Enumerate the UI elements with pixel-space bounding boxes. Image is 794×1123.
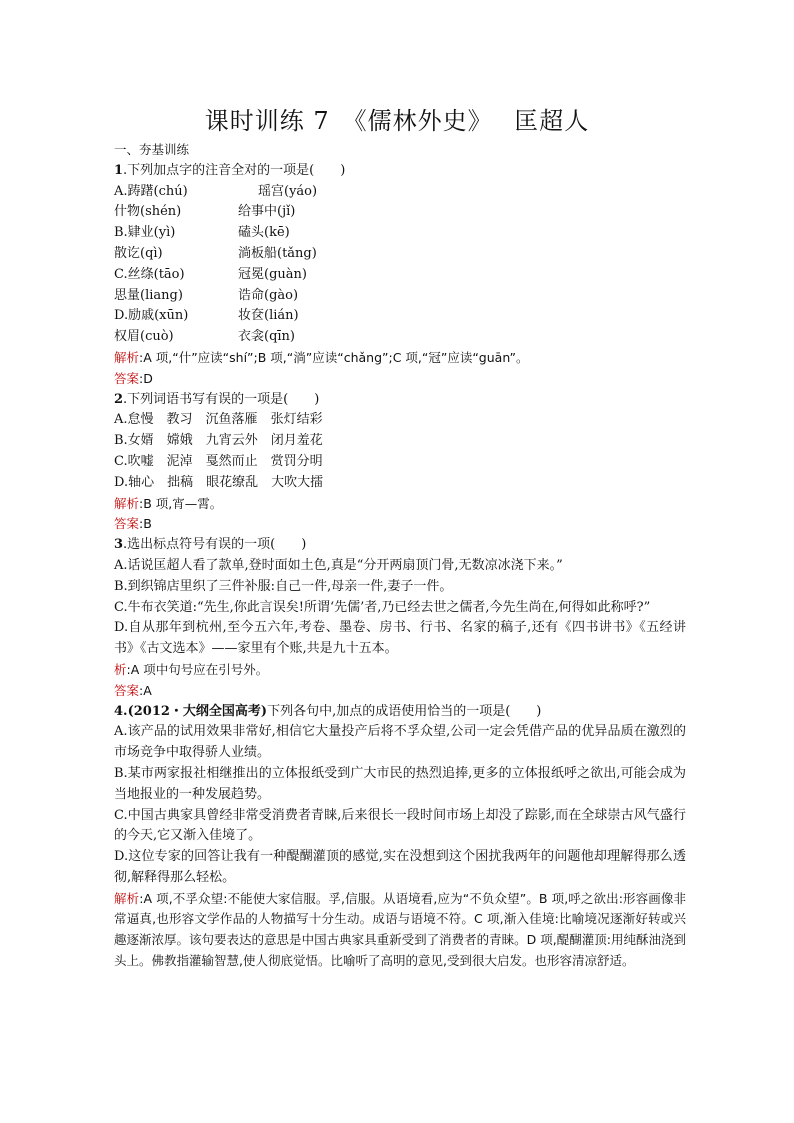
pinyin-row: 散讫(qì) 淌板船(tǎng) <box>114 245 317 261</box>
explanation: 解析:A 项,不孚众望:不能使大家信服。孚,信服。从语境看,应为“不负众望”。B 项,呼之欲出:形容画像非常逼真,也形容文学作品的人物描写十分生动。成语与语境不符。C 项,渐入佳境:比喻境况逐渐好转或兴趣逐渐浓厚。该句要表达的意思是中国古典家具重新受到了消费者的青睐。D 项,醍醐灌顶:用纯酥油浇到头上。佛教指灌输智慧,使人彻底觉悟。比喻听了高明的意见,受到很大启发。也形容清凉舒适。 <box>114 890 686 969</box>
explanation: 解析:B 项,宵—霄。 <box>114 495 223 511</box>
option-d: D.这位专家的回答让我有一种醍醐灌顶的感觉,实在没想到这个困扰我两年的问题他却理解得那么透彻,解释得那么轻松。 <box>114 849 686 885</box>
option-c: C.牛布衣笑道:“先生,你此言误矣!所谓‘先儒’者,乃已经去世之儒者,今先生尚在,何得如此称呼?” <box>114 599 651 615</box>
question-source: (2012・大纲全国高考) <box>127 703 268 719</box>
document-body <box>114 140 686 972</box>
option-row: B.女婿 嫦娥 九宵云外 闭月羞花 <box>114 433 323 449</box>
option-c: C.中国古典家具曾经非常受消费者青睐,后来很长一段时间市场上却没了踪影,而在全球崇古风气盛行的今天,它又渐入佳境了。 <box>114 807 686 844</box>
question-4 <box>114 702 686 972</box>
question-1 <box>114 161 686 390</box>
option-row: C.吹嘘 泥淖 戛然而止 赏罚分明 <box>114 453 323 469</box>
pinyin-row: C.丝绦(tāo) 冠冕(guàn) <box>114 266 307 282</box>
answer: 答案:B <box>114 516 152 532</box>
pinyin-row: 思量(liang) 诰命(gào) <box>114 287 299 303</box>
answer: 答案:D <box>114 370 153 386</box>
option-a: A.话说匡超人看了款单,登时面如土色,真是“分开两扇顶门骨,无数凉冰浇下来。” <box>114 557 563 573</box>
option-row: D.轴心 拙稿 眼花缭乱 大吹大擂 <box>114 474 324 490</box>
pinyin-row: A.踌躇(chú) 瑶宫(yáo) <box>114 183 318 199</box>
page-title: 课时训练 7 《儒林外史》 匡超人 <box>204 107 590 135</box>
option-row: A.怠慢 教习 沉鱼落雁 张灯结彩 <box>114 412 323 428</box>
option-b: B.某市两家报社相继推出的立体报纸受到广大市民的热烈追捧,更多的立体报纸呼之欲出,可能会成为当地报业的一种发展趋势。 <box>114 765 686 802</box>
answer: 答案:A <box>114 682 152 698</box>
question-stem: 下列各句中,加点的成语使用恰当的一项是( ) <box>267 703 542 719</box>
explanation: 析:A 项中句号应在引号外。 <box>114 661 269 677</box>
question-number: 3 <box>114 537 124 553</box>
option-b: B.到织锦店里织了三件补服:自己一件,母亲一件,妻子一件。 <box>114 578 453 594</box>
question-number: 4. <box>114 703 128 719</box>
pinyin-row: 什物(shén) 给事中(jǐ) <box>114 204 296 220</box>
question-stem: .选出标点符号有误的一项( ) <box>123 537 307 553</box>
option-d: D.自从那年到杭州,至今五六年,考卷、墨卷、房书、行书、名家的稿子,还有《四书讲书》《五经讲书》《古文选本》——家里有个账,共是九十五本。 <box>114 620 686 657</box>
option-a: A.该产品的试用效果非常好,相信它大量投产后将不孚众望,公司一定会凭借产品的优异品质在激烈的市场竞争中取得骄人业绩。 <box>114 724 686 761</box>
question-2 <box>114 390 686 536</box>
pinyin-row: 权眉(cuò) 衣衾(qīn) <box>114 329 295 345</box>
question-number: 1 <box>114 162 124 178</box>
pinyin-row: D.励戚(xūn) 妆奁(lián) <box>114 308 299 324</box>
pinyin-row: B.肄业(yì) 磕头(kē) <box>114 225 290 241</box>
question-3 <box>114 535 686 701</box>
explanation: 解析:A 项,“什”应读“shí”;B 项,“淌”应读“chǎng”;C 项,“冠”应读“guān”。 <box>114 349 529 365</box>
question-stem: .下列加点字的注音全对的一项是( ) <box>123 162 346 178</box>
question-number: 2 <box>114 391 124 407</box>
question-stem: .下列词语书写有误的一项是( ) <box>123 391 320 407</box>
section-heading: 一、夯基训练 <box>114 142 190 157</box>
